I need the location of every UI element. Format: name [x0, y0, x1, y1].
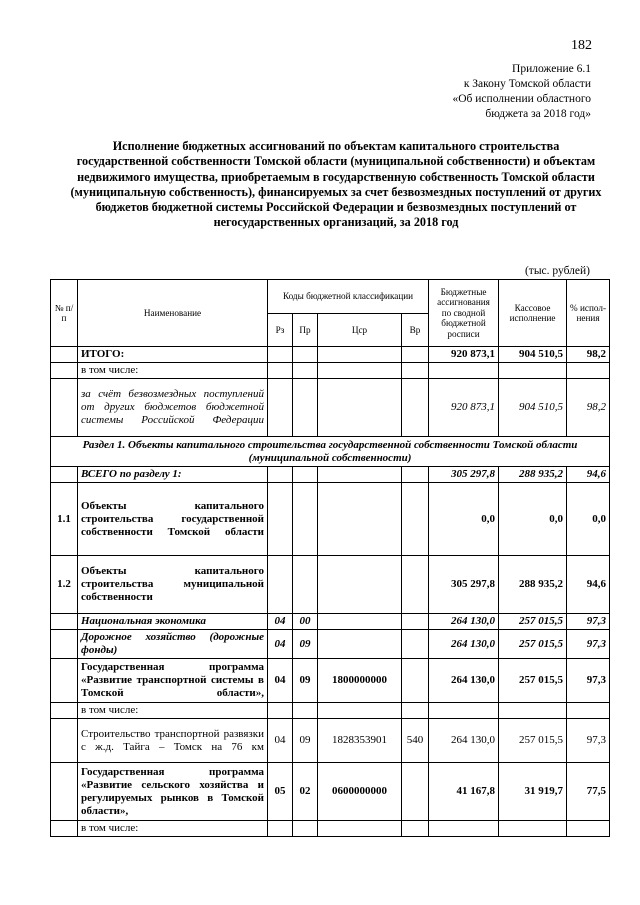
- table-row: [51, 614, 610, 630]
- cell-vr: [402, 703, 429, 719]
- cell-cash: [499, 821, 567, 837]
- cell-vr: [402, 556, 429, 614]
- cell-cash: 31 919,7: [499, 763, 567, 821]
- cell-name: в том числе:: [78, 821, 268, 837]
- cell-num: [51, 719, 78, 763]
- cell-rz: 05: [268, 763, 293, 821]
- cell-name: в том числе:: [78, 363, 268, 379]
- cell-csr: [318, 703, 402, 719]
- cell-vr: [402, 659, 429, 703]
- cell-rz: [268, 467, 293, 483]
- cell-budget: 264 130,0: [429, 630, 499, 659]
- cell-vr: [402, 821, 429, 837]
- cell-vr: [402, 614, 429, 630]
- cell-percent: 77,5: [567, 763, 610, 821]
- cell-num: 1.2: [51, 556, 78, 614]
- budget-table: [50, 279, 610, 837]
- cell-cash: 257 015,5: [499, 719, 567, 763]
- cell-budget: 264 130,0: [429, 719, 499, 763]
- cell-percent: 94,6: [567, 556, 610, 614]
- header-codes: Коды бюджетной классификации: [268, 280, 429, 314]
- document-title: Исполнение бюджетных ассигнований по объектам капитального строительства государственной собственности Томской области (муниципальной собственности) и объектам недвижимого имущества, приобретаемым в государственную собственность Томской области (муниципальную собственность), финансируемых за счет безвозмездных поступлений от других бюджетов бюджетной системы Российской Федерации и безвозмездных поступлений от негосударственных организаций, за 2018 год: [70, 139, 602, 230]
- cell-csr: [318, 347, 402, 363]
- table-row: [51, 703, 610, 719]
- cell-num: [51, 363, 78, 379]
- cell-budget: 41 167,8: [429, 763, 499, 821]
- cell-rz: [268, 347, 293, 363]
- cell-cash: 0,0: [499, 483, 567, 556]
- table-row: [51, 483, 610, 556]
- cell-cash: 288 935,2: [499, 556, 567, 614]
- cell-num: [51, 379, 78, 437]
- cell-name: ИТОГО:: [78, 347, 268, 363]
- table-row: [51, 347, 610, 363]
- cell-percent: 98,2: [567, 347, 610, 363]
- cell-vr: [402, 763, 429, 821]
- header-pr: Пр: [293, 314, 318, 347]
- section-title: Раздел 1. Объекты капитального строительства государственной собственности Томской области (муниципальной собственности): [51, 437, 610, 467]
- cell-vr: [402, 379, 429, 437]
- cell-csr: [318, 379, 402, 437]
- cell-pr: [293, 483, 318, 556]
- header-num: № п/п: [51, 280, 78, 347]
- cell-name: Дорожное хозяйство (дорожные фонды): [78, 630, 268, 659]
- cell-rz: [268, 379, 293, 437]
- header-rz: Рз: [268, 314, 293, 347]
- cell-rz: 04: [268, 719, 293, 763]
- cell-cash: 288 935,2: [499, 467, 567, 483]
- cell-cash: 257 015,5: [499, 614, 567, 630]
- cell-pr: 09: [293, 719, 318, 763]
- header-cash: Кассовое исполнение: [499, 280, 567, 347]
- cell-cash: 904 510,5: [499, 379, 567, 437]
- cell-percent: [567, 363, 610, 379]
- table-row: [51, 467, 610, 483]
- cell-percent: [567, 703, 610, 719]
- appendix-line: бюджета за 2018 год»: [485, 108, 591, 120]
- cell-percent: 97,3: [567, 659, 610, 703]
- cell-cash: 904 510,5: [499, 347, 567, 363]
- cell-pr: [293, 379, 318, 437]
- cell-num: [51, 347, 78, 363]
- cell-rz: [268, 703, 293, 719]
- cell-name: ВСЕГО по разделу 1:: [78, 467, 268, 483]
- table-row: [51, 763, 610, 821]
- cell-pr: [293, 821, 318, 837]
- table-row: [51, 719, 610, 763]
- cell-rz: [268, 483, 293, 556]
- table-row: [51, 379, 610, 437]
- cell-name: Государственная программа «Развитие сельского хозяйства и регулируемых рынков в Томской области»,: [78, 763, 268, 821]
- cell-percent: 98,2: [567, 379, 610, 437]
- table-row: [51, 630, 610, 659]
- cell-vr: 540: [402, 719, 429, 763]
- cell-csr: [318, 630, 402, 659]
- cell-rz: [268, 556, 293, 614]
- cell-vr: [402, 363, 429, 379]
- cell-num: 1.1: [51, 483, 78, 556]
- cell-pr: 09: [293, 630, 318, 659]
- cell-csr: 0600000000: [318, 763, 402, 821]
- cell-percent: 97,3: [567, 614, 610, 630]
- cell-vr: [402, 630, 429, 659]
- cell-budget: 305 297,8: [429, 467, 499, 483]
- cell-name: Национальная экономика: [78, 614, 268, 630]
- cell-budget: 264 130,0: [429, 659, 499, 703]
- appendix-note: [453, 62, 592, 122]
- cell-name: Государственная программа «Развитие транспортной системы в Томской области»,: [78, 659, 268, 703]
- cell-cash: 257 015,5: [499, 659, 567, 703]
- cell-budget: 0,0: [429, 483, 499, 556]
- cell-csr: [318, 467, 402, 483]
- cell-vr: [402, 347, 429, 363]
- cell-csr: [318, 821, 402, 837]
- cell-name: Объекты капитального строительства государственной собственности Томской области: [78, 483, 268, 556]
- cell-num: [51, 703, 78, 719]
- cell-csr: 1800000000: [318, 659, 402, 703]
- header-percent: % испол-нения: [567, 280, 610, 347]
- cell-percent: 0,0: [567, 483, 610, 556]
- table-row: [51, 821, 610, 837]
- cell-rz: [268, 821, 293, 837]
- cell-budget: 305 297,8: [429, 556, 499, 614]
- cell-num: [51, 763, 78, 821]
- cell-pr: [293, 556, 318, 614]
- appendix-line: к Закону Томской области: [463, 78, 591, 90]
- header-budget: Бюджетные ассигнования по сводной бюджетной росписи: [429, 280, 499, 347]
- cell-csr: [318, 556, 402, 614]
- cell-pr: [293, 703, 318, 719]
- cell-budget: [429, 703, 499, 719]
- cell-budget: 264 130,0: [429, 614, 499, 630]
- cell-csr: [318, 483, 402, 556]
- cell-num: [51, 467, 78, 483]
- cell-budget: 920 873,1: [429, 379, 499, 437]
- section-row: [51, 437, 610, 467]
- cell-pr: [293, 347, 318, 363]
- cell-percent: 97,3: [567, 630, 610, 659]
- appendix-line: «Об исполнении областного: [452, 93, 591, 105]
- cell-rz: [268, 363, 293, 379]
- header-name: Наименование: [78, 280, 268, 347]
- appendix-line: Приложение 6.1: [512, 63, 591, 75]
- cell-name: Строительство транспортной развязки с ж.д. Тайга – Томск на 76 км: [78, 719, 268, 763]
- header-csr: Цср: [318, 314, 402, 347]
- cell-num: [51, 659, 78, 703]
- cell-num: [51, 821, 78, 837]
- cell-csr: [318, 614, 402, 630]
- cell-budget: [429, 363, 499, 379]
- cell-rz: 04: [268, 630, 293, 659]
- cell-pr: 00: [293, 614, 318, 630]
- cell-percent: 94,6: [567, 467, 610, 483]
- cell-pr: [293, 467, 318, 483]
- cell-rz: 04: [268, 659, 293, 703]
- cell-cash: [499, 703, 567, 719]
- cell-percent: [567, 821, 610, 837]
- header-vr: Вр: [402, 314, 429, 347]
- cell-csr: [318, 363, 402, 379]
- page-number: 182: [571, 38, 592, 53]
- units-label: (тыс. рублей): [524, 265, 590, 277]
- cell-pr: 02: [293, 763, 318, 821]
- cell-cash: [499, 363, 567, 379]
- table-row: [51, 556, 610, 614]
- table-row: [51, 659, 610, 703]
- cell-num: [51, 630, 78, 659]
- table-row: [51, 363, 610, 379]
- cell-pr: 09: [293, 659, 318, 703]
- cell-pr: [293, 363, 318, 379]
- cell-csr: 1828353901: [318, 719, 402, 763]
- cell-rz: 04: [268, 614, 293, 630]
- cell-vr: [402, 483, 429, 556]
- cell-budget: [429, 821, 499, 837]
- cell-cash: 257 015,5: [499, 630, 567, 659]
- cell-num: [51, 614, 78, 630]
- cell-name: за счёт безвозмездных поступлений от других бюджетов бюджетной системы Российской Федерации: [78, 379, 268, 437]
- cell-budget: 920 873,1: [429, 347, 499, 363]
- cell-percent: 97,3: [567, 719, 610, 763]
- cell-vr: [402, 467, 429, 483]
- cell-name: Объекты капитального строительства муниципальной собственности: [78, 556, 268, 614]
- cell-name: в том числе:: [78, 703, 268, 719]
